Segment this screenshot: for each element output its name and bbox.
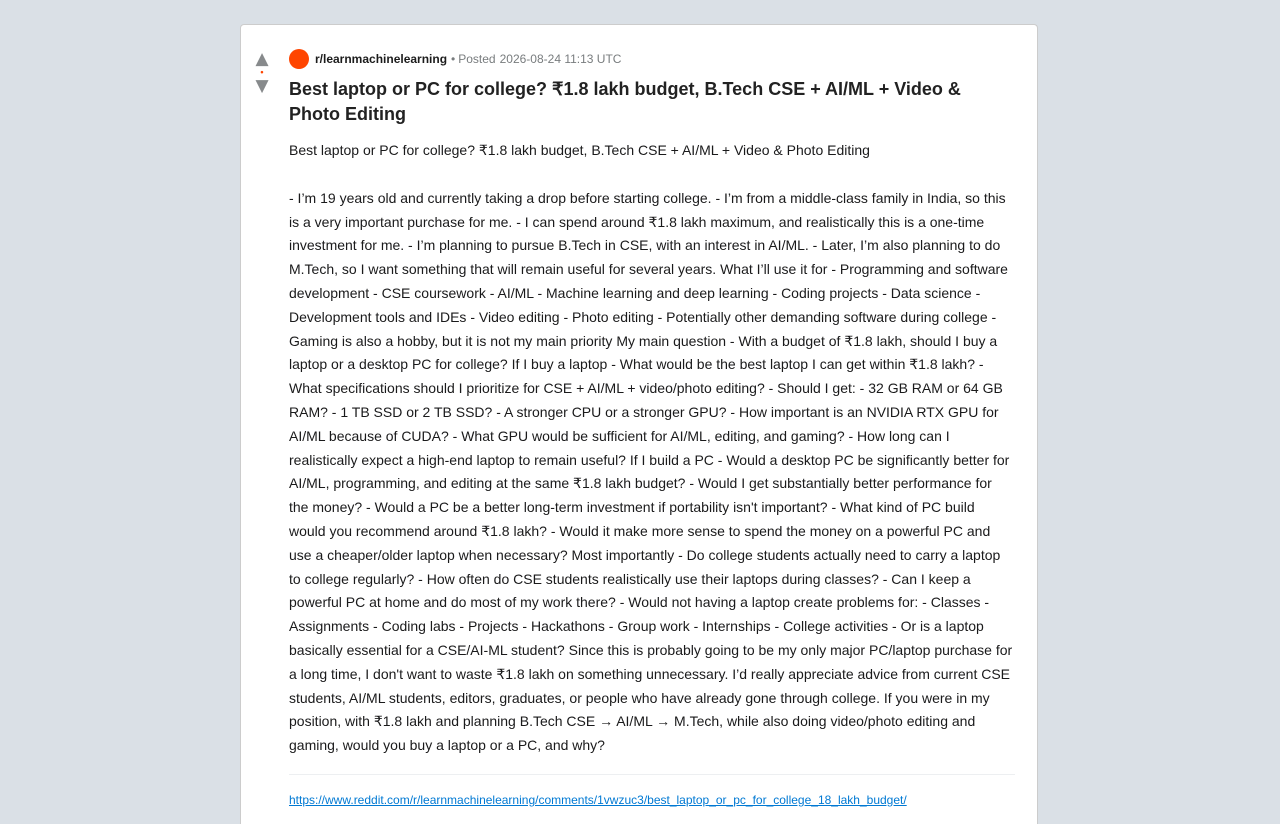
body-paragraph: - I’m 19 years old and currently taking a drop before starting college. - I’m from a middle-class family in India, so this is a very important purchase for me. - I can spend around ₹1.8 lakh maximum, and realistically this is a one-time investment for me. - I’m planning to pursue B.Tech in CSE, with an interest in AI/ML. - Later, I’m also planning to do M.Tech, so I want something that will remain useful for several years. What I’ll use it for - Programming and software development - CSE coursework - AI/ML - Machine learning and deep learning - Coding projects - Data science - Development tools and IDEs - Video editing - Photo editing - Potentially other demanding software during college - Gaming is also a hobby, but it is not my main priority My main question - With a budget of ₹1.8 lakh, should I buy a laptop or a desktop PC for college? If I buy a laptop - What would be the best laptop I can get within ₹1.8 lakh? - What specifications should I prioritize for CSE + AI/ML + video/photo editing? - Should I get: - 32 GB RAM or 64 GB RAM? - 1 TB SSD or 2 TB SSD? - A stronger CPU or a stronger GPU? - How important is an NVIDIA RTX GPU for AI/ML because of CUDA? - What GPU would be sufficient for AI/ML, editing, and gaming? - How long can I realistically expect a high-end laptop to remain useful? If I build a PC - Would a desktop PC be significantly better for AI/ML, programming, and editing at the same ₹1.8 lakh budget? - Would I get substantially better performance for the money? - Would a PC be a better long-term investment if portability isn't important? - What kind of PC build would you recommend around ₹1.8 lakh? - Would it make more sense to spend the money on a powerful PC and use a cheaper/older laptop when necessary? Most importantly - Do college students actually need to carry a laptop to college regularly? - How often do CSE students realistically use their laptops during classes? - Can I keep a powerful PC at home and do most of my work there? - Would not having a laptop create problems for: - Classes - Assignments - Coding labs - Projects - Hackathons - Group work - Internships - College activities - Or is a laptop basically essential for a CSE/AI-ML student? Since this is probably going to be my only major PC/laptop purchase for a long time, I don't want to waste ₹1.8 lakh on something unnecessary. I’d really appreciate advice from current CSE students, AI/ML students, editors, graduates, or people who have already gone through college. If you were in my position, with ₹1.8 lakh and planning B.Tech CSE → AI/ML → M.Tech, while also doing video/photo editing and gaming, would you buy a laptop or a PC, and why?	[289, 189, 1013, 754]
meta-separator: •	[451, 52, 456, 66]
downvote-arrow-icon[interactable]: ▼	[255, 76, 269, 96]
subreddit-avatar-icon[interactable]	[289, 49, 309, 69]
vote-column	[251, 49, 273, 96]
permalink-link[interactable]: https://www.reddit.com/r/learnmachinelearning/comments/1vwzuc3/best_laptop_or_pc_for_college_18_lakh_budget/	[289, 792, 907, 807]
post-meta	[289, 49, 1015, 69]
post-content	[289, 49, 1015, 809]
divider	[289, 774, 1015, 775]
subreddit-link[interactable]: r/learnmachinelearning	[315, 52, 448, 66]
post-card	[240, 24, 1038, 824]
post-body	[289, 139, 1015, 758]
posted-timestamp: 2026-08-24 11:13 UTC	[499, 52, 622, 66]
post-title[interactable]: Best laptop or PC for college? ₹1.8 lakh budget, B.Tech CSE + AI/ML + Video & Photo Editing	[289, 79, 961, 124]
body-paragraph: Best laptop or PC for college? ₹1.8 lakh budget, B.Tech CSE + AI/ML + Video & Photo Editing	[289, 142, 870, 158]
score-indicator: •	[260, 67, 264, 77]
posted-label: Posted	[458, 52, 496, 66]
upvote-arrow-icon[interactable]: ▲	[255, 49, 269, 69]
